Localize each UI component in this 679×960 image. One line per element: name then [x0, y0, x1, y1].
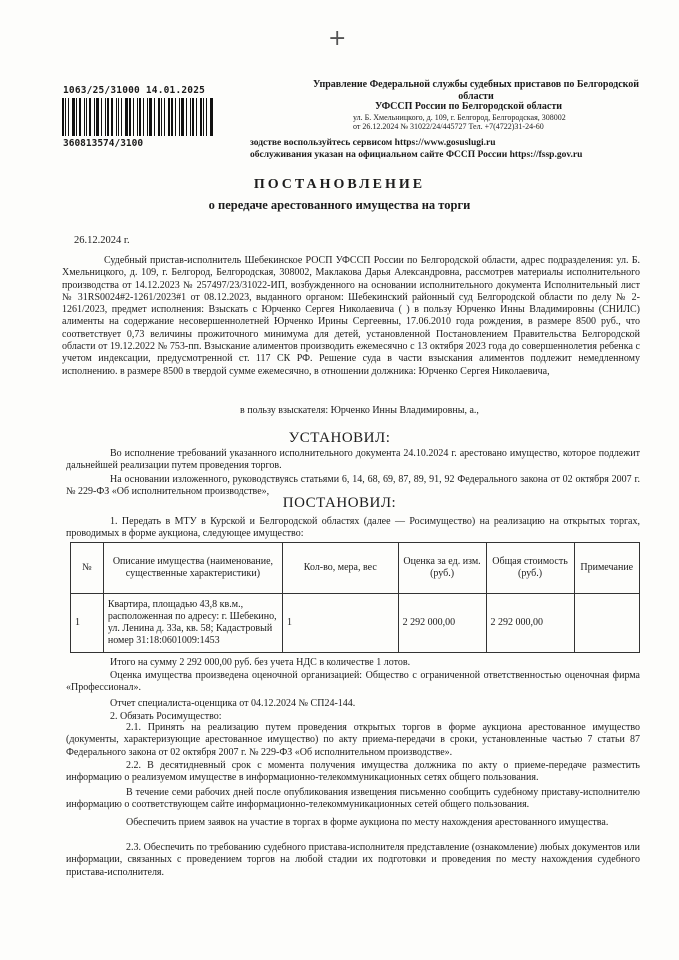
item22b-text: В течение семи рабочих дней после опубликования извещения письменно сообщить судебному приставу-исполнителю информацию о соответствующем сайте информационно-телекоммуникационных сетей общего пользования. [66, 787, 640, 811]
table-row [71, 594, 640, 653]
header-quantity: Кол-во, мера, вес [283, 543, 399, 594]
header-number: № [71, 543, 104, 594]
service-notice [250, 137, 582, 161]
document-title: ПОСТАНОВЛЕНИЕ [253, 177, 426, 192]
header-unit-price: Оценка за ед. изм. (руб.) [398, 543, 486, 594]
notice-line2: обслуживания указан на официальном сайте ФССП России https://fssp.gov.ru [250, 150, 583, 160]
barcode-id: 360813574/3100 [63, 138, 144, 149]
document-date: 26.12.2024 г. [74, 235, 130, 246]
authority-name [300, 79, 652, 103]
report-text: Отчет специалиста-оценщика от 04.12.2024 № СП24-144. [110, 698, 356, 709]
established-text: Во исполнение требований указанного исполнительного документа 24.10.2024 г. арестовано имущество, которое подлежит дальнейшей реализации путем проведения торгов. [66, 448, 640, 472]
total-text: Итого на сумму 2 292 000,00 руб. без учета НДС в количестве 1 лотов. [110, 657, 411, 668]
cell-unit-price: 2 292 000,00 [398, 594, 486, 653]
cell-description: Квартира, площадью 43,8 кв.м., расположенная по адресу: г. Шебекино, ул. Ленина д. 33а, кв. 58; Кадастровый номер 31:18:0601009:1453 [103, 594, 282, 653]
cell-quantity: 1 [283, 594, 399, 653]
barcode-image [62, 98, 220, 136]
authority-line1: Управление Федеральной службы судебных приставов по Белгородской [312, 79, 640, 90]
valuation-text: Оценка имущества произведена оценочной организацией: Общество с ограниченной ответственностью оценочная фирма «Профессионал». [66, 670, 640, 694]
authority-line2: области [458, 91, 494, 102]
intro-text: Судебный пристав-исполнитель Шебекинское РОСП УФССП России по Белгородской области, адрес подразделения: ул. Б. Хмельницкого, д. 109, г. Белгород, Белгородская, 308002, Маклакова Дарья Александровна, рассмотрев материалы исполнительного производства от 14.12.2023 № 257497/23/31022-ИП, возбужденного на основании исполнительного документа Исполнительный лист № 31RS0024#2-1261/2023#1 от 08.12.2023, выданного органом: Шебекинский районный суд Белгородской области по делу № 2-1261/2023, предмет исполнения: Взыскать с Юрченко Сергея Николаевича ( ) в пользу Юрченко Инны Владимировны (СНИЛС) алименты на содержание несовершеннолетней Юрченко Ирины Сергеевны, 17.06.2010 года рождения, в размере 8500 руб., что соответствует 0,73 величины прожиточного минимума для детей, установленной Постановлением Правительства Белгородской области от 19.12.2022 № 753-пп. Взыскание алиментов производить ежемесячно с 13 октября 2023 года до совершеннолетия ребенка с учетом индексации, предусмотренной ст. 117 СК РФ. Решение суда в части взыскания алиментов подлежит немедленному исполнению. в размере 8500 в твердой сумме ежемесячно, в отношении должника: Юрченко Сергея Николаевича, [62, 255, 640, 377]
item1-text: 1. Передать в МТУ в Курской и Белгородской областях (далее — Росимущество) на реализацию на открытых торгах, проводимых в форме аукциона, следующее имущество: [66, 516, 640, 540]
item23-text: 2.3. Обеспечить по требованию судебного пристава-исполнителя представление (ознакомление) любых документов или информации, связанных с проведением торгов на любой стадии их подготовки и проведения по месту нахождения судебного пристава-исполнителя. [66, 842, 640, 878]
header-description: Описание имущества (наименование, существенные характеристики) [103, 543, 282, 594]
address-line2: от 26.12.2024 № 31022/24/445727 Тел. +7(4722)31-24-60 [353, 122, 544, 131]
cell-total: 2 292 000,00 [486, 594, 574, 653]
notice-line1: зодстве воспользуйтесь сервисом https://www.gosuslugi.ru [250, 138, 496, 148]
basis-text: На основании изложенного, руководствуясь статьями 6, 14, 68, 69, 87, 89, 91, 92 Федерального закона от 02 октября 2007 г. № 229-ФЗ «Об исполнительном производстве», [66, 474, 640, 498]
item22-text: 2.2. В десятидневный срок с момента получения имущества должника по акту о приеме-передаче разместить информацию о реализуемом имуществе в информационно-телекоммуникационных сетях общего пользования. [66, 760, 640, 784]
cell-note [574, 594, 639, 653]
creditor-line: в пользу взыскателя: Юрченко Инны Владимировны, а., [240, 405, 479, 416]
office-address [353, 113, 653, 131]
property-table [70, 542, 640, 653]
address-line1: ул. Б. Хмельницкого, д. 109, г. Белгород, Белгородская, 308002 [353, 113, 566, 122]
header-note: Примечание [574, 543, 639, 594]
oblige-text: 2. Обязать Росимущество: [110, 711, 222, 722]
office-name: УФССП России по Белгородской области [375, 101, 563, 112]
item21-text: 2.1. Принять на реализацию путем проведения открытых торгов в форме аукциона арестованное имущество (документы, характеризующие арестованное имущество) по акту приема-передачи в сроки, установленные частью 7 статьи 87 Федерального закона от 02 октября 2007 г. № 229-ФЗ «Об исполнительном производстве». [66, 722, 640, 758]
resolved-heading: ПОСТАНОВИЛ: [282, 495, 397, 511]
handwritten-mark: + [328, 26, 347, 51]
intro-paragraph [62, 255, 640, 378]
barcode-number: 1063/25/31000 14.01.2025 [63, 85, 206, 96]
header-total: Общая стоимость (руб.) [486, 543, 574, 594]
table-header-row [71, 543, 640, 594]
document-subtitle: о передаче арестованного имущества на торги [208, 198, 471, 212]
cell-number: 1 [71, 594, 104, 653]
established-heading: УСТАНОВИЛ: [288, 430, 391, 446]
item22c-text: Обеспечить прием заявок на участие в торгах в форме аукциона по месту нахождения арестованного имущества. [126, 817, 609, 828]
